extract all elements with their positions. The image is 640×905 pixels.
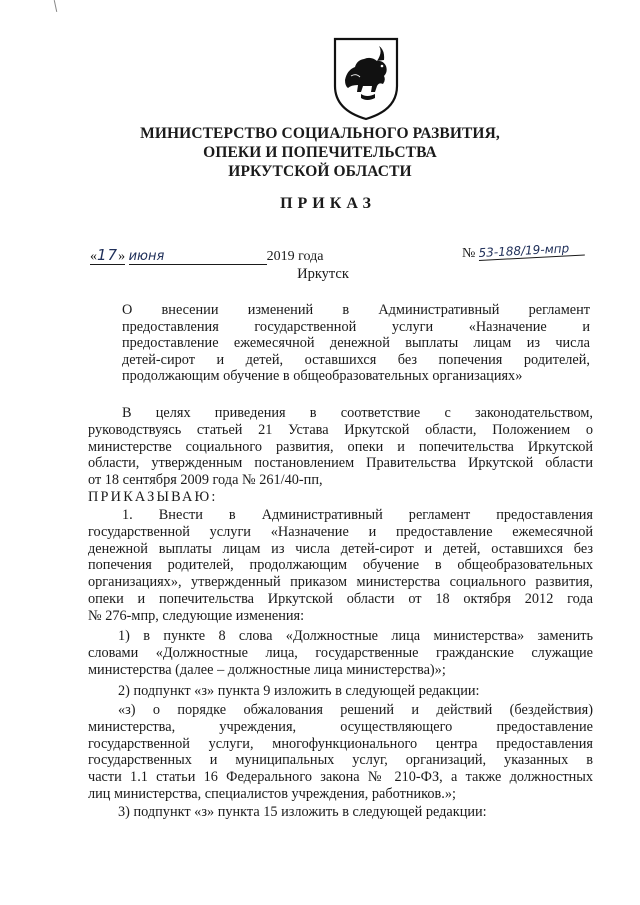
preamble bbox=[88, 405, 593, 506]
number-label: № bbox=[462, 246, 476, 261]
item-1-line: 1. Внести в Административный регламент предоставления bbox=[122, 507, 593, 523]
scan-mark bbox=[54, 0, 57, 12]
subitem-2-quote bbox=[88, 702, 593, 803]
date-month: июня bbox=[129, 249, 267, 265]
order-date bbox=[90, 246, 323, 265]
quote-line: министерства, учреждения, осуществляющего предоставление bbox=[88, 718, 593, 735]
preamble-line: министерстве социального развития, опеки и попечительства Иркутской bbox=[88, 438, 593, 455]
preamble-line: от 18 сентября 2009 года № 261/40-пп, bbox=[88, 472, 323, 489]
order-word: ПРИКАЗЫВАЮ: bbox=[88, 488, 218, 505]
date-day: 17 bbox=[97, 246, 119, 264]
item-1-line: денежной выплаты лицам из числа детей-сирот и детей, оставшихся без bbox=[88, 540, 593, 557]
quote-line: лиц министерства, специалистов учреждения, работников.»; bbox=[88, 785, 456, 802]
quote-line: части 1.1 статьи 16 Федерального закона № 210-ФЗ, а также должностных bbox=[88, 769, 593, 786]
subitem-1-line: министерства (далее – должностные лица министерства)»; bbox=[88, 661, 446, 678]
quote-line: государственной услуги, многофункционального центра предоставления bbox=[88, 735, 593, 752]
quote-line: «з) о порядке обжалования решений и действий (бездействия) bbox=[118, 702, 593, 718]
number-value: 53-188/19-мпр bbox=[478, 240, 585, 261]
subitem-2-line: 2) подпункт «з» пункта 9 изложить в следующей редакции: bbox=[118, 683, 480, 699]
subitem-3 bbox=[88, 804, 593, 821]
preamble-line: области, утвержденным постановлением Правительства Иркутской области bbox=[88, 455, 593, 472]
preamble-line: В целях приведения в соответствие с законодательством, bbox=[122, 405, 593, 421]
date-year: 2019 года bbox=[266, 249, 324, 264]
document-type: ПРИКАЗ bbox=[280, 195, 376, 212]
preamble-line: руководствуясь статьей 21 Устава Иркутской области, Положением о bbox=[88, 421, 593, 438]
quote-line: государственных и муниципальных услуг, организаций, указанных в bbox=[88, 752, 593, 769]
item-1-line: опеки и попечительства Иркутской области от 18 октября 2012 года bbox=[88, 590, 593, 607]
subject-line: продолжающим обучение в общеобразовательных организациях» bbox=[122, 368, 523, 384]
item-1-line: попечения родителей, продолжающим обучение в общеобразовательных bbox=[88, 557, 593, 574]
ministry-line-2: ОПЕКИ И ПОПЕЧИТЕЛЬСТВА bbox=[203, 144, 437, 161]
coat-of-arms-icon bbox=[331, 36, 401, 122]
order-subject bbox=[122, 302, 590, 385]
city: Иркутск bbox=[297, 266, 349, 282]
ministry-name bbox=[0, 124, 640, 181]
subitem-3-line: 3) подпункт «з» пункта 15 изложить в следующей редакции: bbox=[118, 804, 487, 820]
subject-line: детей-сирот и детей, оставшихся без попечения родителей, bbox=[122, 351, 590, 368]
subject-line: предоставления государственной услуги «Назначение и bbox=[122, 318, 590, 335]
item-1-line: государственной услуги «Назначение и предоставление ежемесячной bbox=[88, 523, 593, 540]
order-number bbox=[462, 241, 585, 262]
ministry-line-3: ИРКУТСКОЙ ОБЛАСТИ bbox=[228, 163, 412, 180]
item-1-line: организациях», утвержденный приказом министерства социального развития, bbox=[88, 574, 593, 591]
subject-line: предоставление ежемесячной денежной выплаты лицам из числа bbox=[122, 335, 590, 351]
subject-line: О внесении изменений в Административный регламент bbox=[122, 302, 590, 318]
ministry-line-1: МИНИСТЕРСТВО СОЦИАЛЬНОГО РАЗВИТИЯ, bbox=[140, 125, 500, 142]
date-quote-open: « bbox=[90, 249, 97, 264]
item-1-line: № 276-мпр, следующие изменения: bbox=[88, 607, 305, 624]
subitem-1-line: словами «Должностные лица, государственные гражданские служащие bbox=[88, 644, 593, 661]
date-quote-close: » bbox=[118, 249, 126, 264]
subitem-1-line: 1) в пункте 8 слова «Должностные лица министерства» заменить bbox=[118, 628, 593, 644]
subitem-2 bbox=[88, 683, 593, 700]
item-1 bbox=[88, 507, 593, 625]
subitem-1 bbox=[88, 628, 593, 678]
